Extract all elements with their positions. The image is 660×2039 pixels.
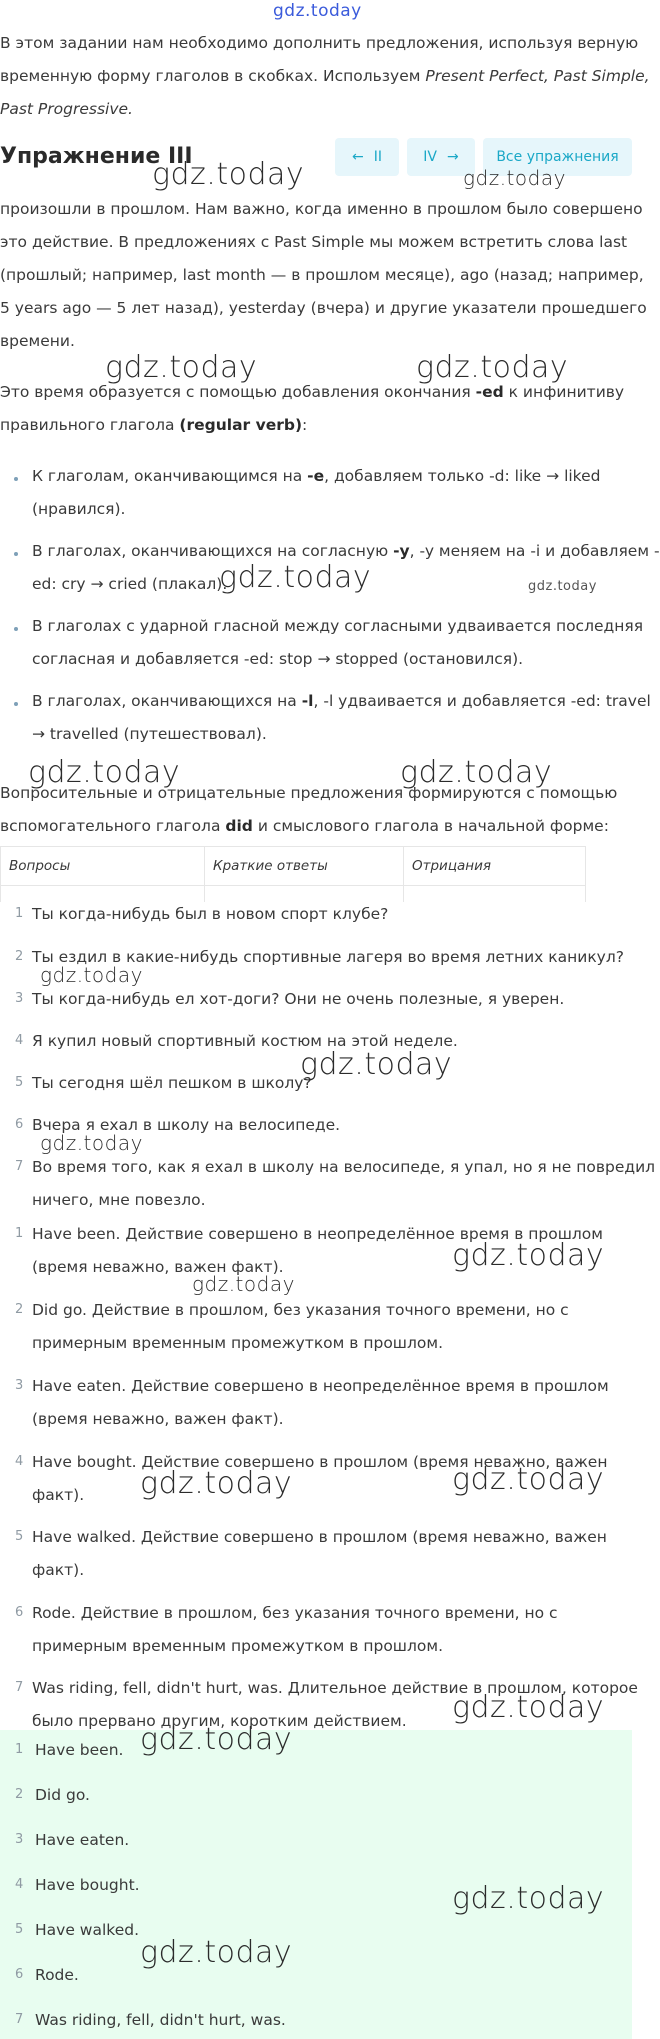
bold-ending: -ed <box>475 383 504 401</box>
bold-term: (regular verb) <box>179 416 303 434</box>
explanation-text: Have bought. Действие совершено в прошлом (время неважно, важен <box>32 1453 608 1471</box>
bold-ending: -y <box>393 542 410 560</box>
grammar-table <box>0 846 586 902</box>
text: В глаголах, оканчивающихся на <box>32 692 302 710</box>
watermark: gdz.today <box>400 755 553 790</box>
watermark: gdz.today <box>463 166 566 190</box>
explanation-text: Have been. Действие совершено в неопределённое время в прошлом <box>32 1225 603 1243</box>
item-number: 3 <box>15 1378 24 1393</box>
table-header-cell: Краткие ответы <box>205 847 404 886</box>
prev-exercise-button[interactable] <box>335 138 399 176</box>
item-number: 4 <box>15 1454 24 1469</box>
item-number: 1 <box>15 906 24 921</box>
watermark: gdz.today <box>416 350 569 385</box>
explanation-text: Did go. Действие в прошлом, без указания точного времени, но с <box>32 1301 569 1319</box>
answer-text: Have eaten. <box>35 1831 130 1849</box>
watermark: gdz.today <box>140 1722 293 1757</box>
explanation-text: (время неважно, важен факт). <box>32 1258 284 1276</box>
translation-text: Ты когда-нибудь ел хот-доги? Они не очень полезные, я уверен. <box>32 990 565 1008</box>
item-number: 7 <box>15 1159 24 1174</box>
text: , -y меняем на -i и добавляем - <box>409 542 660 560</box>
item-number: 7 <box>15 2012 24 2027</box>
watermark: gdz.today <box>140 1935 293 1970</box>
text: к инфинитиву <box>503 383 625 401</box>
translation-text: Ты сегодня шёл пешком в школу? <box>32 1074 312 1092</box>
answer-text: Did go. <box>35 1786 90 1804</box>
answer-text: Have bought. <box>35 1876 140 1894</box>
item-number: 5 <box>15 1529 24 1544</box>
item-number: 2 <box>15 1787 24 1802</box>
site-logo[interactable]: gdz.today <box>273 1 362 21</box>
item-number: 2 <box>15 1302 24 1317</box>
list-item-cont: согласная и добавляется -ed: stop → stopped (остановился). <box>32 650 524 668</box>
list-item-cont: ed: cry → cried (плакал). <box>32 575 228 593</box>
bullet-icon <box>14 477 18 481</box>
translation-text: Во время того, как я ехал в школу на велосипеде, я упал, но я не повредил <box>32 1158 656 1176</box>
translation-text: Ты когда-нибудь был в новом спорт клубе? <box>32 905 389 923</box>
item-number: 2 <box>15 949 24 964</box>
bullet-icon <box>14 627 18 631</box>
watermark: gdz.today <box>105 350 258 385</box>
bullet-icon <box>14 702 18 706</box>
watermark: gdz.today <box>28 755 181 790</box>
tense-past-progressive: Past Progressive. <box>0 100 133 118</box>
item-number: 5 <box>15 1922 24 1937</box>
explanation-text: Was riding, fell, didn't hurt, was. Длительное действие в прошлом, которое <box>32 1679 638 1697</box>
watermark: gdz.today <box>452 1690 605 1725</box>
explanation-text: факт). <box>32 1486 85 1504</box>
watermark: gdz.today <box>452 1462 605 1497</box>
table-cell <box>404 886 586 903</box>
watermark: gdz.today <box>452 1881 605 1916</box>
text: правильного глагола <box>0 416 180 434</box>
list-item <box>32 685 651 718</box>
theory-p1-line: 5 years ago — 5 лет назад), yesterday (вчера) и другие указатели прошедшего <box>0 299 647 317</box>
arrow-right-icon: → <box>446 149 459 165</box>
text: вспомогательного глагола <box>0 817 226 835</box>
watermark: gdz.today <box>40 963 143 987</box>
theory-p2-line <box>0 409 307 442</box>
item-number: 5 <box>15 1075 24 1090</box>
list-item <box>32 460 600 493</box>
answer-text: Have been. <box>35 1741 124 1759</box>
table-header-cell: Вопросы <box>1 847 205 886</box>
item-number: 1 <box>15 1742 24 1757</box>
text: В глаголах, оканчивающихся на согласную <box>32 542 394 560</box>
text: и смыслового глагола в начальной форме: <box>252 817 609 835</box>
bold-ending: -e <box>307 467 325 485</box>
prev-exercise-label: II <box>373 149 382 165</box>
text: Это время образуется с помощью добавления окончания <box>0 383 476 401</box>
list-item-cont: → travelled (путешествовал). <box>32 725 267 743</box>
watermark: gdz.today <box>192 1272 295 1296</box>
text: К глаголам, оканчивающимся на <box>32 467 308 485</box>
watermark: gdz.today <box>452 1238 605 1273</box>
item-number: 6 <box>15 1117 24 1132</box>
bullet-icon <box>14 552 18 556</box>
answer-text: Rode. <box>35 1966 79 1984</box>
theory-p3-line <box>0 810 609 843</box>
watermark: gdz.today <box>219 560 372 595</box>
answer-text: Was riding, fell, didn't hurt, was. <box>35 2011 286 2029</box>
tenses-list: Present Perfect, Past Simple, <box>425 67 650 85</box>
theory-p1-line: (прошлый; например, last month — в прошлом месяце), ago (назад; например, <box>0 266 644 284</box>
list-item-cont: (нравился). <box>32 500 126 518</box>
intro-line-3 <box>0 93 133 126</box>
explanation-text: (время неважно, важен факт). <box>32 1410 284 1428</box>
text: , -l удваивается и добавляется -ed: travel <box>313 692 651 710</box>
text: , добавляем только -d: like → liked <box>324 467 601 485</box>
explanation-text: было прервано другим, коротким действием. <box>32 1712 407 1730</box>
theory-p1-line: это действие. В предложениях с Past Simple мы можем встретить слова last <box>0 233 628 251</box>
item-number: 3 <box>15 1832 24 1847</box>
watermark: gdz.today <box>152 157 305 192</box>
bold-term: did <box>225 817 253 835</box>
list-item: В глаголах с ударной гласной между согласными удваивается последняя <box>32 617 644 635</box>
translation-text: Я купил новый спортивный костюм на этой неделе. <box>32 1032 458 1050</box>
item-number: 7 <box>15 1680 24 1695</box>
item-number: 4 <box>15 1877 24 1892</box>
item-number: 1 <box>15 1226 24 1241</box>
explanation-text: примерным временным промежутком в прошлом. <box>32 1334 443 1352</box>
answer-text: Have walked. <box>35 1921 139 1939</box>
explanation-text: Have walked. Действие совершено в прошлом (время неважно, важен <box>32 1528 607 1546</box>
next-exercise-label: IV <box>423 149 437 165</box>
explanation-text: Have eaten. Действие совершено в неопределённое время в прошлом <box>32 1377 609 1395</box>
theory-p3-line: Вопросительные и отрицательные предложения формируются с помощью <box>0 784 618 802</box>
text: : <box>302 416 308 434</box>
theory-p1-line: произошли в прошлом. Нам важно, когда именно в прошлом было совершено <box>0 200 643 218</box>
item-number: 6 <box>15 1605 24 1620</box>
translation-text: ничего, мне повезло. <box>32 1191 206 1209</box>
bold-ending: -l <box>301 692 314 710</box>
watermark: gdz.today <box>40 1131 143 1155</box>
explanation-text: Rode. Действие в прошлом, без указания точного времени, но с <box>32 1604 558 1622</box>
watermark: gdz.today <box>140 1466 293 1501</box>
item-number: 3 <box>15 991 24 1006</box>
translation-text: Вчера я ехал в школу на велосипеде. <box>32 1116 341 1134</box>
intro-line-1: В этом задании нам необходимо дополнить предложения, используя верную <box>0 34 639 52</box>
all-exercises-label: Все упражнения <box>496 149 619 165</box>
arrow-left-icon: ← <box>352 149 364 165</box>
explanation-text: факт). <box>32 1561 85 1579</box>
table-header-cell: Отрицания <box>404 847 586 886</box>
intro-line-2 <box>0 60 650 93</box>
watermark: gdz.today <box>528 579 597 594</box>
watermark: gdz.today <box>300 1047 453 1082</box>
exercise-title: Упражнение III <box>0 144 193 169</box>
item-number: 4 <box>15 1033 24 1048</box>
theory-p1-line: времени. <box>0 332 75 350</box>
intro-text: временную форму глаголов в скобках. Используем <box>0 67 426 85</box>
table-header-row <box>1 847 586 886</box>
item-number: 6 <box>15 1967 24 1982</box>
translation-text: Ты ездил в какие-нибудь спортивные лагеря во время летних каникул? <box>32 948 624 966</box>
explanation-text: примерным временным промежутком в прошлом. <box>32 1637 443 1655</box>
